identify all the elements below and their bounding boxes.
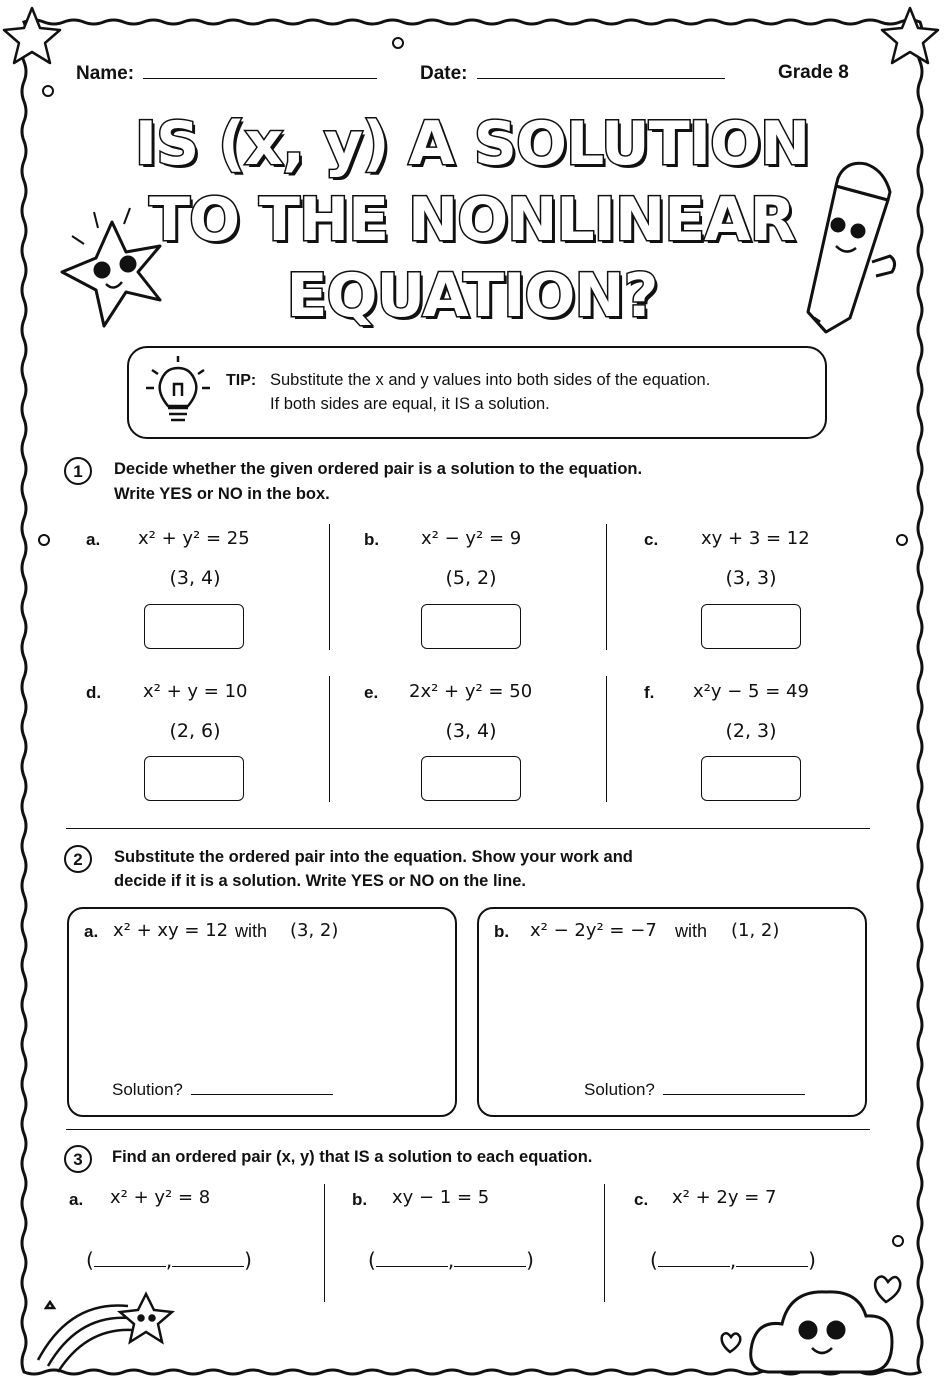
- problem-1d-equation: x² + y = 10: [143, 681, 248, 702]
- problem-1f-equation: x²y − 5 = 49: [693, 681, 809, 702]
- title-line-2: TO THE NONLINEAR: [149, 185, 795, 255]
- comma: ,: [447, 1248, 455, 1272]
- x-blank[interactable]: [376, 1250, 448, 1267]
- problem-1a-label: a.: [86, 530, 101, 549]
- problem-1a-answer-box[interactable]: [144, 604, 244, 649]
- section-1-number: 1: [64, 457, 92, 485]
- problem-3b-label: b.: [352, 1190, 368, 1209]
- section-1-instruction-2: Write YES or NO in the box.: [114, 485, 330, 503]
- problem-3c-label: c.: [634, 1190, 649, 1209]
- name-field[interactable]: [76, 62, 377, 85]
- problem-2b-with: with: [675, 921, 708, 941]
- section-2-number: 2: [64, 845, 92, 873]
- problem-3a-answer[interactable]: [86, 1248, 252, 1272]
- section-divider: [66, 1129, 870, 1130]
- problem-2a-with: with: [235, 921, 268, 941]
- close-paren: ): [808, 1248, 816, 1272]
- title-line-1: IS (x, y) A SOLUTION: [134, 109, 810, 179]
- tip-line-2: If both sides are equal, it IS a solution.: [270, 395, 550, 413]
- problem-3c-equation: x² + 2y = 7: [672, 1187, 777, 1208]
- problem-2b-solution[interactable]: [584, 1080, 805, 1100]
- shooting-star-icon: [38, 1294, 172, 1372]
- problem-1d-label: d.: [86, 683, 102, 702]
- problem-2b-equation: x² − 2y² = −7: [530, 920, 657, 941]
- problem-3b-answer[interactable]: [368, 1248, 534, 1272]
- problem-1c-pair: (3, 3): [725, 567, 777, 589]
- problem-1e-equation: 2x² + y² = 50: [409, 681, 533, 702]
- open-paren: (: [368, 1248, 376, 1272]
- y-blank[interactable]: [736, 1250, 808, 1267]
- problem-2a-label: a.: [84, 922, 99, 941]
- divider: [329, 676, 330, 802]
- date-line[interactable]: [477, 62, 725, 79]
- comma: ,: [729, 1248, 737, 1272]
- problem-2b-label: b.: [494, 922, 510, 941]
- solution-line[interactable]: [663, 1080, 805, 1095]
- divider: [606, 676, 607, 802]
- name-label: Name:: [76, 63, 135, 84]
- section-2-instruction-1: Substitute the ordered pair into the equation. Show your work and: [114, 848, 633, 866]
- name-line[interactable]: [143, 62, 377, 79]
- tip-label: TIP:: [226, 372, 257, 389]
- close-paren: ): [244, 1248, 252, 1272]
- comma: ,: [165, 1248, 173, 1272]
- y-blank[interactable]: [454, 1250, 526, 1267]
- problem-1e-label: e.: [364, 683, 379, 702]
- problem-3a-equation: x² + y² = 8: [110, 1187, 211, 1208]
- problem-1f-answer-box[interactable]: [701, 756, 801, 801]
- problem-3a-label: a.: [69, 1190, 84, 1209]
- close-paren: ): [526, 1248, 534, 1272]
- problem-1e-answer-box[interactable]: [421, 756, 521, 801]
- tip-line-1: Substitute the x and y values into both sides of the equation.: [270, 371, 711, 389]
- problem-1b-pair: (5, 2): [445, 567, 497, 589]
- solution-line[interactable]: [191, 1080, 333, 1095]
- problem-1f-pair: (2, 3): [725, 720, 777, 742]
- problem-2a-solution[interactable]: [112, 1080, 333, 1100]
- problem-1b-equation: x² − y² = 9: [421, 528, 522, 549]
- problem-2b-pair: (1, 2): [731, 920, 780, 941]
- problem-1d-answer-box[interactable]: [144, 756, 244, 801]
- problem-2a-equation: x² + xy = 12: [113, 920, 229, 941]
- problem-3b-equation: xy − 1 = 5: [392, 1187, 490, 1208]
- solution-label: Solution?: [584, 1080, 655, 1099]
- problem-1b-label: b.: [364, 530, 380, 549]
- y-blank[interactable]: [172, 1250, 244, 1267]
- divider: [604, 1184, 605, 1302]
- problem-1a-pair: (3, 4): [169, 567, 221, 589]
- divider: [329, 524, 330, 650]
- problem-1d-pair: (2, 6): [169, 720, 221, 742]
- divider: [324, 1184, 325, 1302]
- title-line-3: EQUATION?: [286, 261, 658, 331]
- section-2-instruction-2: decide if it is a solution. Write YES or NO on the line.: [114, 872, 526, 890]
- problem-1f-label: f.: [644, 683, 655, 702]
- tip-box: [127, 346, 827, 439]
- section-3-instruction: Find an ordered pair (x, y) that IS a solution to each equation.: [112, 1148, 593, 1166]
- open-paren: (: [86, 1248, 94, 1272]
- divider: [606, 524, 607, 650]
- date-field[interactable]: [420, 62, 725, 85]
- open-paren: (: [650, 1248, 658, 1272]
- problem-3c-answer[interactable]: [650, 1248, 816, 1272]
- problem-1c-equation: xy + 3 = 12: [701, 528, 810, 549]
- corner-star-icon: [4, 8, 938, 63]
- date-label: Date:: [420, 63, 468, 84]
- problem-1c-answer-box[interactable]: [701, 604, 801, 649]
- problem-1e-pair: (3, 4): [445, 720, 497, 742]
- problem-1a-equation: x² + y² = 25: [138, 528, 250, 549]
- problem-1b-answer-box[interactable]: [421, 604, 521, 649]
- x-blank[interactable]: [94, 1250, 166, 1267]
- section-1-instruction-1: Decide whether the given ordered pair is a solution to the equation.: [114, 460, 643, 478]
- section-3-number: 3: [64, 1145, 92, 1173]
- grade-label: Grade 8: [778, 62, 849, 83]
- problem-1c-label: c.: [644, 530, 659, 549]
- x-blank[interactable]: [658, 1250, 730, 1267]
- solution-label: Solution?: [112, 1080, 183, 1099]
- smiling-cloud-icon: [751, 1292, 892, 1372]
- problem-2a-pair: (3, 2): [290, 920, 339, 941]
- section-divider: [66, 828, 870, 829]
